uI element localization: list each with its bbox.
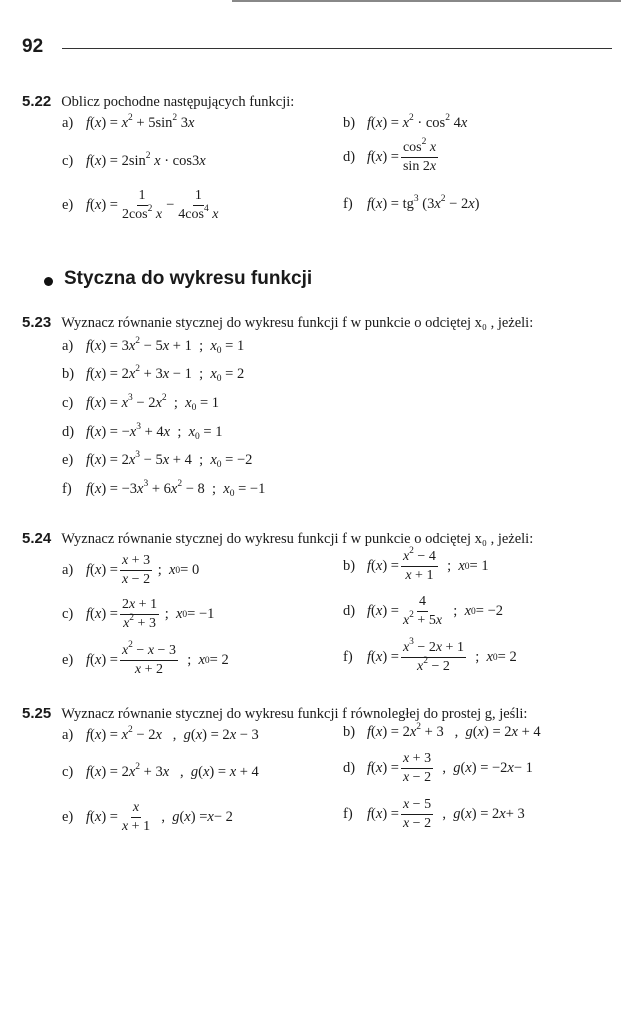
ex524-b [343,546,489,584]
item-label: f) [343,806,353,822]
exercise-instruction: Oblicz pochodne następujących funkcji: [61,94,295,110]
exercise-instruction: Wyznacz równanie stycznej do wykresu funkcji f w punkcie o odciętej x₀ , jeżeli: [61,315,534,331]
formula: $f(x) = 3x^2 - 5x + 1$ ; $x_0 = 1$ [86,336,245,356]
item-label: c) [62,764,74,780]
formula: f ( x ) = $\frac{2x + 1}{x^2 + 3}$ ; x 0 = −1 [86,597,215,631]
ex525-b [343,724,541,741]
formula: f ( x ) = $\frac{1}{2\cos^2 x}$ − $\frac{1}{4\cos^4 x}$ [86,188,219,222]
formula: $f(x) = 2x^2 + 3$ , g(x) = 2x + 4 [367,722,541,740]
ex524-a [62,553,199,588]
formula: f ( x ) = $\frac{x}{x + 1}$ , g ( x ) = x − 2 [86,800,233,834]
item-label: c) [62,153,74,169]
ex524-e [62,640,229,678]
formula: $f(x) = -3x^3 + 6x^2 - 8$ ; $x_0 = -1$ [86,479,266,499]
item-label: d) [343,149,356,165]
exercise-5-24-header [22,530,533,548]
exercise-number: 5.22 [22,93,52,110]
exercise-instruction: Wyznacz równanie stycznej do wykresu funkcji f równoległej do prostej g, jeśli: [61,706,528,722]
item-label: b) [343,558,356,574]
ex523-b [62,366,244,383]
ex525-d [343,751,533,786]
item-label: f) [62,481,72,497]
ex525-e [62,800,233,835]
item-label: e) [62,452,74,468]
exercise-instruction: Wyznacz równanie stycznej do wykresu funkcji f w punkcie o odciętej x₀ , jeżeli: [61,531,534,547]
formula: f ( x ) = $\frac{x^2 - x - 3}{x + 2}$ ; x 0 = 2 [86,640,229,677]
top-edge-line [232,0,621,2]
exercise-5-25-header [22,705,527,723]
ex522-e [62,188,222,223]
item-label: f) [343,649,353,665]
item-label: a) [62,338,74,354]
formula: f ( x ) = $\frac{x + 3}{x - 2}$ ; x 0 = 0 [86,553,200,587]
ex524-f [343,637,517,675]
item-label: b) [62,366,75,382]
formula: f ( x ) = $\frac{x - 5}{x - 2}$ , g ( x ) = 2 x + 3 [367,797,525,831]
ex524-c [62,597,214,632]
item-label: d) [343,603,356,619]
formula: $f(x) = 2x^2 + 3x - 1$ ; $x_0 = 2$ [86,364,245,384]
item-label: a) [62,562,74,578]
formula: $f(x) = x^2 \cdot \cos^2 4x$ [367,113,468,131]
formula: f ( x ) = $\frac{x + 3}{x - 2}$ , g ( x ) = −2 x − 1 [367,751,533,785]
item-label: a) [62,115,74,131]
formula: $f(x) = x^3 - 2x^2$ ; $x_0 = 1$ [86,393,220,413]
ex522-b [343,115,467,132]
section-heading: Styczna do wykresu funkcji [64,268,313,289]
ex522-d [343,137,440,175]
ex525-a [62,727,259,744]
section-bullet-icon [44,277,53,286]
item-label: d) [343,760,356,776]
formula: $f(x) = 2x^2 + 3x$ , g(x) = x + 4 [86,762,259,780]
formula: $f(x) = 2\sin^2$ x · cos3x [86,151,206,169]
item-label: b) [343,724,356,740]
ex523-e [62,452,252,469]
ex524-d [343,594,503,629]
page-number: 92 [22,36,44,57]
item-label: e) [62,652,74,668]
exercise-number: 5.25 [22,705,52,722]
formula: f ( x ) = $\frac{4}{x^2 + 5x}$ ; x 0 = −2 [367,594,503,628]
item-label: d) [62,424,75,440]
formula: f ( x ) = $\frac{x^2 - 4}{x + 1}$ ; x 0 = 1 [367,546,489,583]
ex523-d [62,424,222,441]
formula: f ( x ) = $\frac{x^3 - 2x + 1}{x^2 - 2}$ ; x 0 = 2 [367,637,517,674]
exercise-5-22-header [22,93,294,111]
item-label: c) [62,395,74,411]
exercise-number: 5.24 [22,530,52,547]
formula: $f(x) = tg^3$ $(3x^2 - 2x)$ [367,194,480,212]
ex522-c [62,153,206,170]
ex522-a [62,115,194,132]
formula: $f(x) = x^2 - 2x$ , g(x) = 2x − 3 [86,725,259,743]
ex525-c [62,764,259,781]
header-rule [62,48,612,49]
ex525-f [343,797,525,832]
item-label: e) [62,809,74,825]
formula: $f(x) = -x^3 + 4x$ ; $x_0 = 1$ [86,422,223,442]
item-label: f) [343,196,353,212]
ex523-c [62,395,219,412]
item-label: c) [62,606,74,622]
formula: $f(x) = 2x^3 - 5x + 4$ ; $x_0 = -2$ [86,450,253,470]
item-label: a) [62,727,74,743]
ex522-f [343,196,479,213]
ex523-f [62,481,265,498]
item-label: b) [343,115,356,131]
formula: $f(x) = x^2 + 5\sin^2$ 3x [86,113,195,131]
exercise-number: 5.23 [22,314,52,331]
exercise-5-23-header [22,314,533,332]
formula: f(x) = $\frac{\cos^2 x}{\sin 2x}$ [367,137,437,174]
ex523-a [62,338,244,355]
item-label: e) [62,197,74,213]
